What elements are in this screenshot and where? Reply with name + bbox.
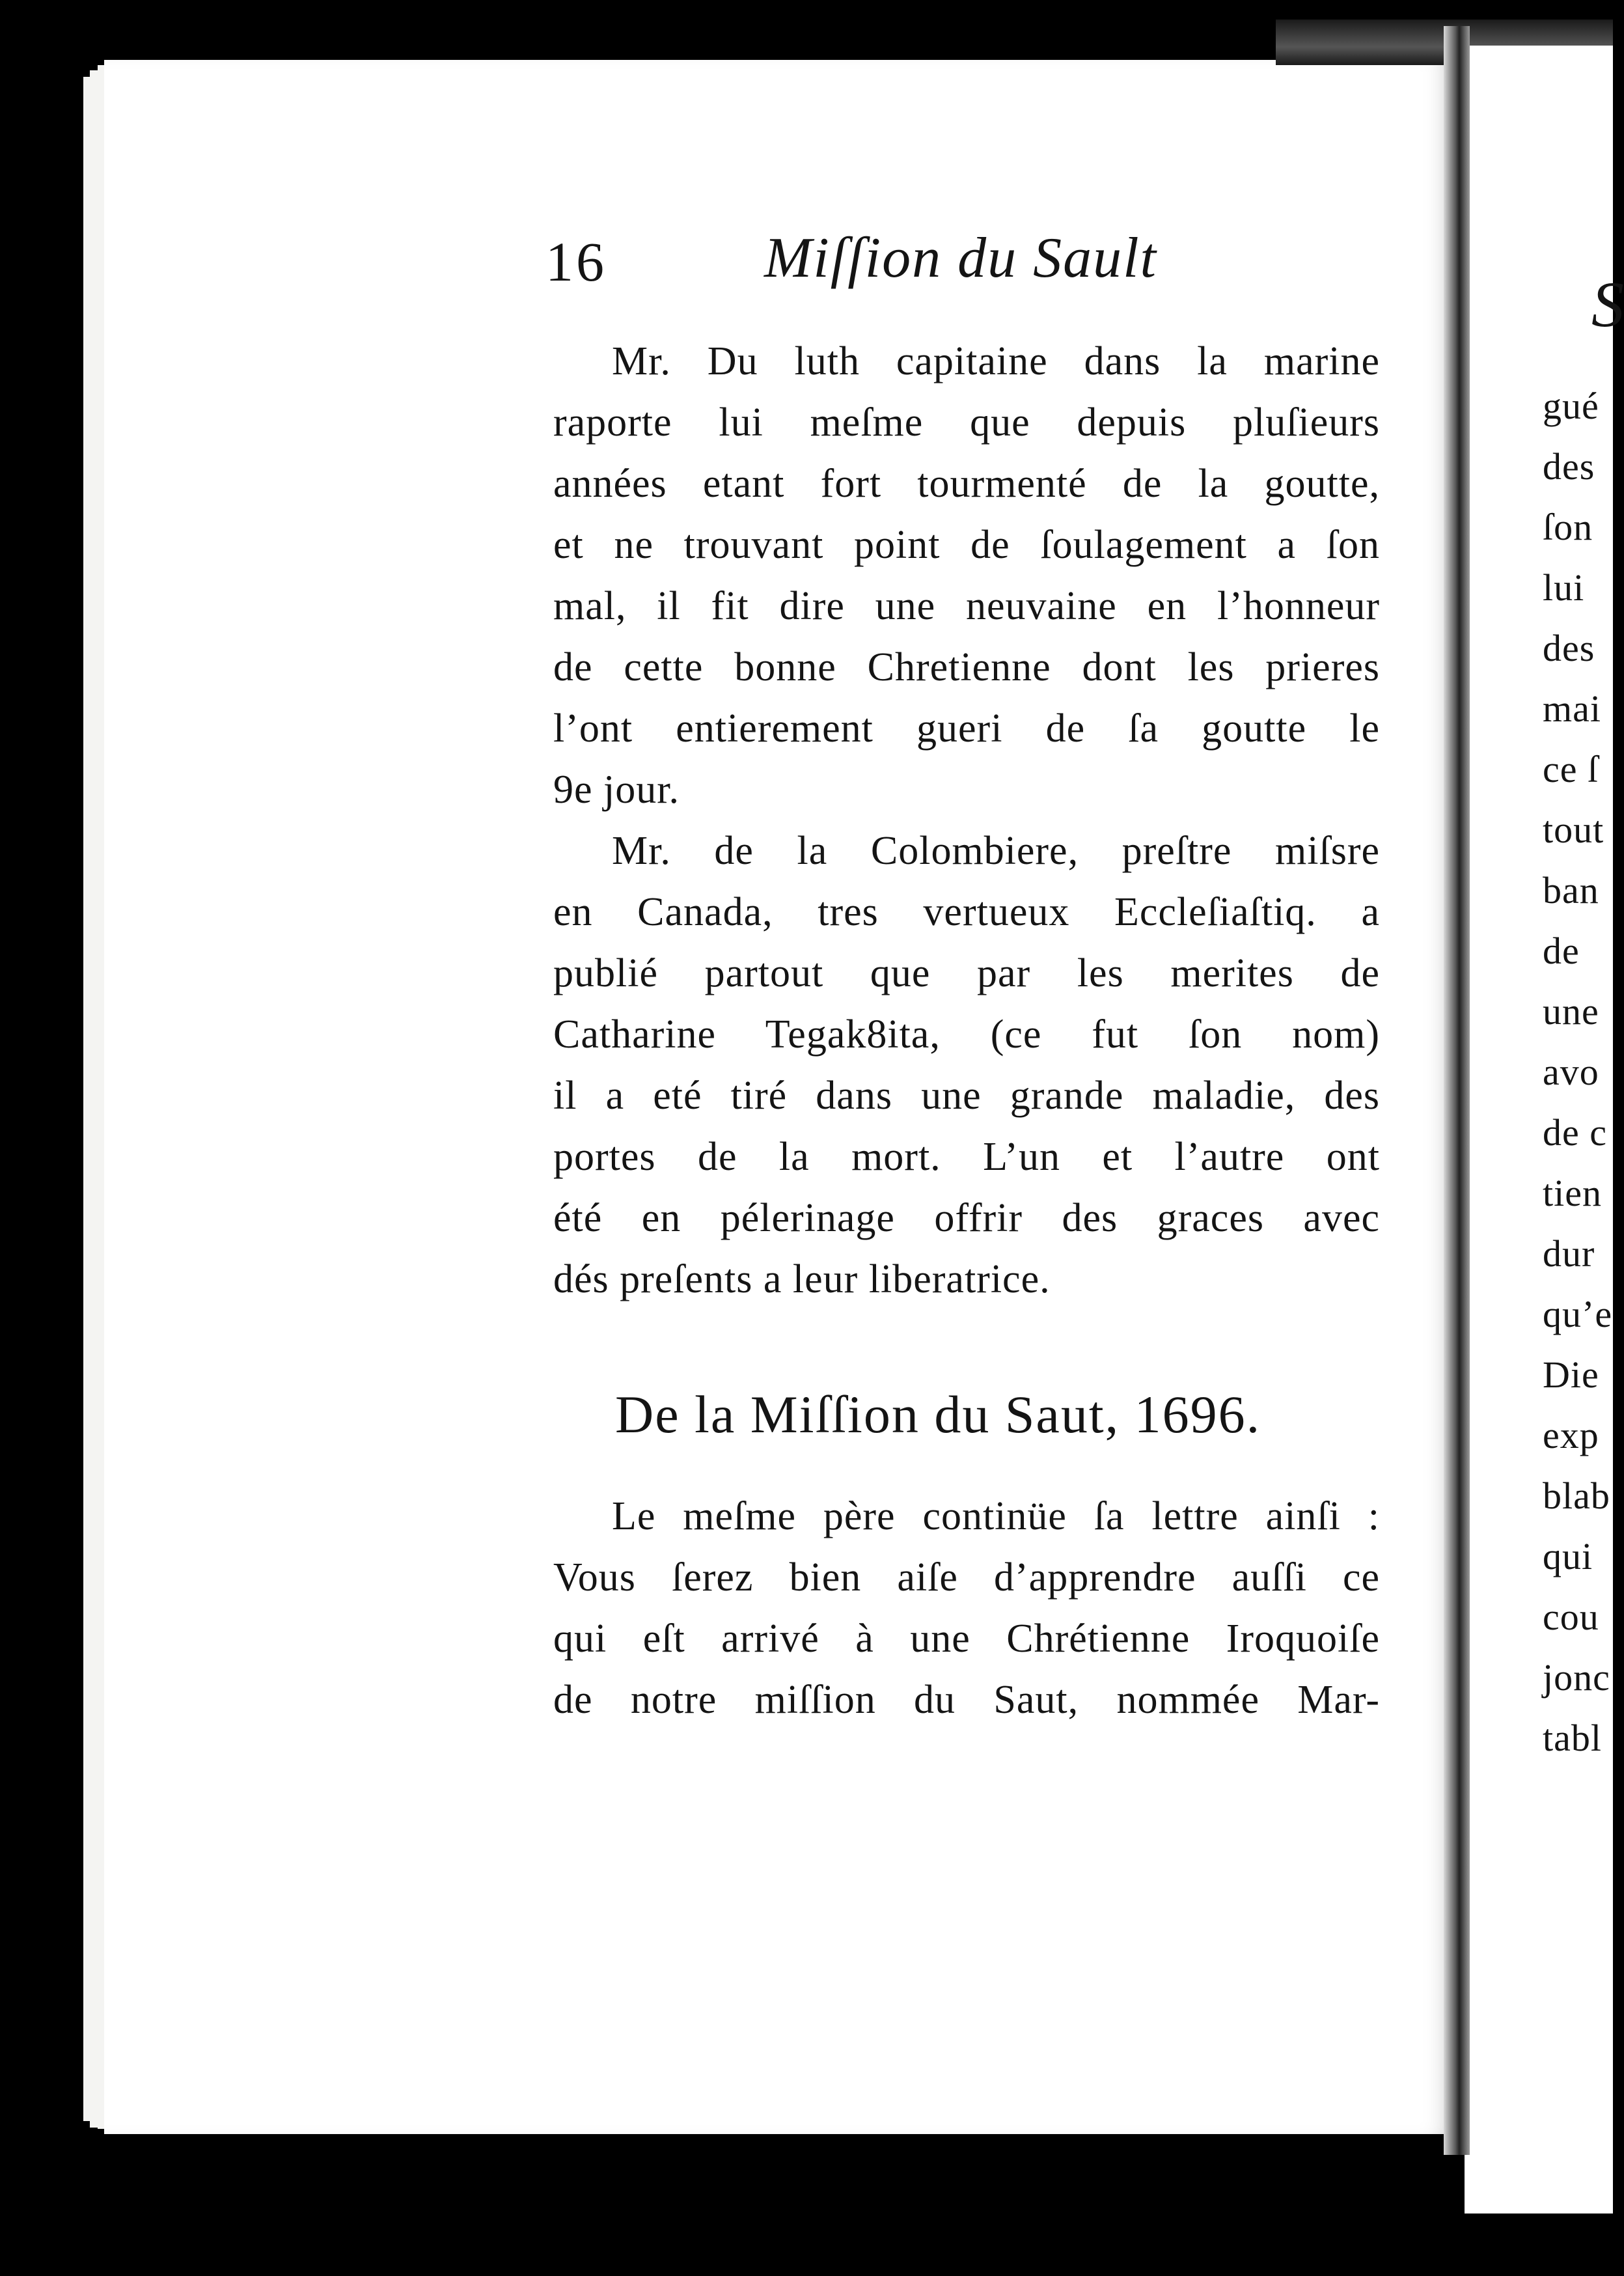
facing-page-line: ce ſ	[1543, 748, 1599, 790]
text-line: publié partout que par les merites de	[553, 951, 1380, 995]
facing-page-line: des	[1543, 627, 1595, 669]
facing-page-line: une	[1543, 990, 1599, 1033]
paragraph-1	[553, 331, 1380, 820]
facing-page-line: exp	[1543, 1414, 1599, 1456]
facing-page-line: de	[1543, 930, 1580, 972]
facing-page-line: cou	[1543, 1596, 1599, 1638]
facing-page-line: tien	[1543, 1172, 1602, 1214]
text-line: portes de la mort. L’un et l’autre ont	[553, 1135, 1380, 1179]
text-line: mal, il fit dire une neuvaine en l’honneur	[553, 584, 1380, 628]
text-line: été en pélerinage offrir des graces avec	[553, 1196, 1380, 1240]
facing-page-line: qui	[1543, 1535, 1593, 1577]
text-line: Mr. Du luth capitaine dans la marine	[612, 339, 1380, 383]
text-line: de cette bonne Chretienne dont les prieres	[553, 645, 1380, 689]
running-title: Miſſion du Sault	[764, 227, 1157, 290]
facing-page-line: Die	[1543, 1353, 1599, 1396]
page-gutter	[1444, 26, 1470, 2155]
text-line: Le meſme père continüe ſa lettre ainſi :	[612, 1494, 1380, 1538]
facing-page-line: mai	[1543, 687, 1601, 730]
facing-page-line: gué	[1543, 385, 1599, 427]
facing-page-line: lui	[1543, 566, 1585, 609]
facing-page-line: de c	[1543, 1111, 1607, 1154]
page-number: 16	[545, 230, 607, 293]
facing-page-line: jonc	[1543, 1656, 1610, 1699]
text-line: Mr. de la Colombiere, preſtre miſsre	[612, 829, 1380, 873]
paragraph-3	[553, 1486, 1380, 1730]
text-line: l’ont entierement gueri de ſa goutte le	[553, 706, 1380, 751]
text-line: Catharine Tegak8ita, (ce fut ſon nom)	[553, 1012, 1380, 1057]
facing-page-header: S	[1591, 268, 1624, 340]
facing-page-line: qu’e	[1543, 1293, 1613, 1335]
text-line: dés preſents a leur liberatrice.	[553, 1257, 1051, 1301]
facing-page-line: ſon	[1543, 506, 1593, 548]
text-line: et ne trouvant point de ſoulagement a ſon	[553, 523, 1380, 567]
facing-page-line: avo	[1543, 1051, 1599, 1093]
facing-page-line: ban	[1543, 869, 1599, 911]
text-line: qui eſt arrivé à une Chrétienne Iroquoiſe	[553, 1617, 1380, 1661]
text-line: en Canada, tres vertueux Eccleſiaſtiq. a	[553, 890, 1380, 934]
section-heading: De la Miſſion du Saut, 1696.	[615, 1385, 1261, 1444]
facing-page-line: dur	[1543, 1232, 1595, 1275]
text-line: de notre miſſion du Saut, nommée Mar-	[553, 1678, 1380, 1722]
facing-page-line: tabl	[1543, 1717, 1602, 1759]
facing-page-line: tout	[1543, 809, 1604, 851]
facing-page-line: des	[1543, 445, 1595, 488]
paragraph-2	[553, 820, 1380, 1310]
book-page-right	[1465, 46, 1624, 2214]
text-line: années etant fort tourmenté de la goutte,	[553, 462, 1380, 506]
text-line: raporte lui meſme que depuis pluſieurs	[553, 400, 1380, 445]
text-line: 9e jour.	[553, 768, 680, 812]
facing-page-line: blab	[1543, 1475, 1610, 1517]
text-line: Vous ſerez bien aiſe d’apprendre auſſi ce	[553, 1555, 1380, 1600]
text-line: il a eté tiré dans une grande maladie, des	[553, 1074, 1380, 1118]
running-header	[0, 229, 1613, 301]
